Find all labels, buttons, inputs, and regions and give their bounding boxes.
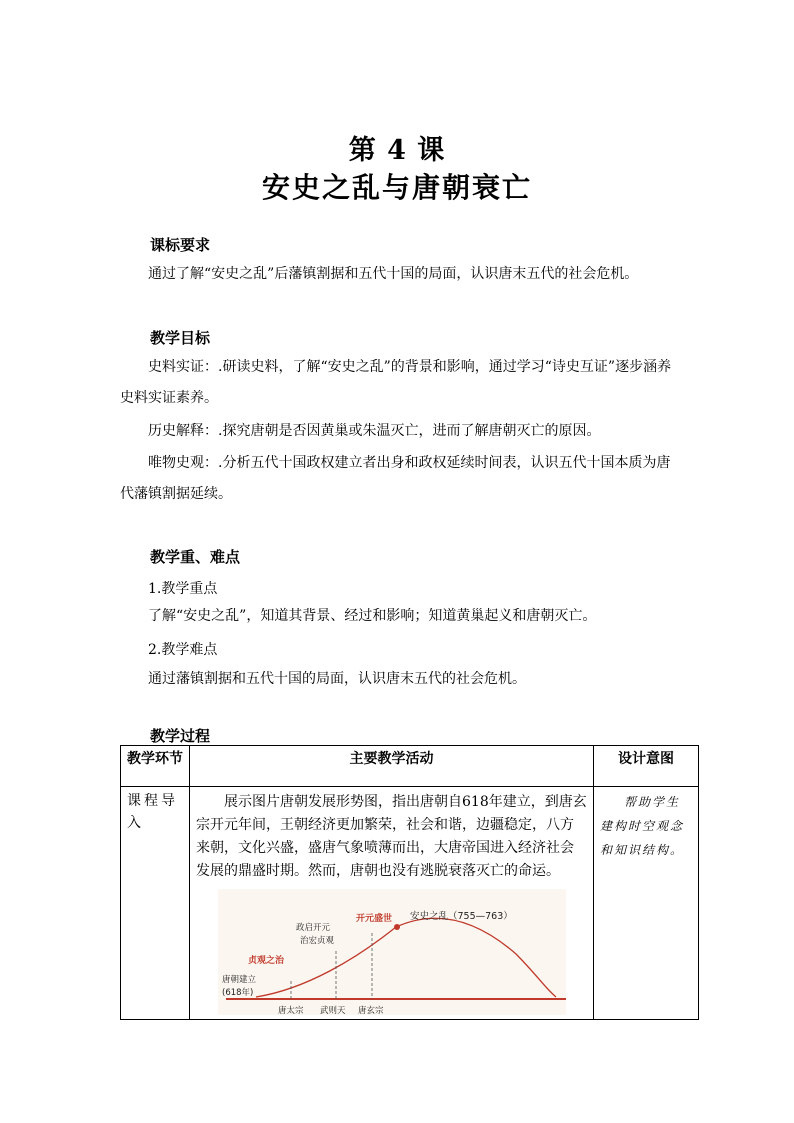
founding-year-label: (618年) (222, 988, 254, 998)
emperor-label: 唐太宗 (278, 1006, 304, 1016)
activity-cell (190, 787, 594, 1020)
emperor-label: 唐玄宗 (358, 1006, 384, 1016)
process-table (120, 745, 699, 1020)
kaiyuan-label: 开元盛世 (356, 914, 393, 924)
column-header: 教学环节 (121, 746, 190, 787)
kaiyuan-start-label: 政启开元 (296, 923, 331, 933)
stage-cell: 课程导入 (121, 787, 190, 1020)
column-header: 主要教学活动 (190, 746, 594, 787)
table-header-row (121, 746, 699, 787)
tang-development-figure (196, 889, 576, 1017)
emperor-label: 武则天 (320, 1006, 346, 1016)
curriculum-heading: 课标要求 (150, 236, 211, 254)
zhenguan-label: 贞观之治 (248, 956, 285, 966)
curriculum-text: 通过了解“安史之乱”后藩镇割据和五代十国的局面，认识唐末五代的社会危机。 (148, 266, 639, 282)
goal-item: 唯物史观：.分析五代十国政权建立者出身和政权延续时间表，认识五代十国本质为唐代藩镇割据延续。 (120, 455, 671, 502)
keypoints-heading: 教学重、难点 (150, 548, 241, 566)
lesson-number: 第 4 课 (348, 135, 446, 166)
lesson-title: 安史之乱与唐朝衰亡 (261, 171, 532, 204)
focus-label: 1.教学重点 (148, 581, 218, 597)
difficulty-label: 2.教学难点 (148, 642, 218, 658)
goal-item: 历史解释：.探究唐朝是否因黄巢或朱温灭亡，进而了解唐朝灭亡的原因。 (148, 423, 601, 439)
anshi-rebellion-point (394, 924, 400, 930)
focus-text: 了解“安史之乱”，知道其背景、经过和影响；知道黄巢起义和唐朝灭亡。 (148, 608, 597, 624)
founding-label: 唐朝建立 (222, 975, 257, 985)
intent-cell: 帮助学生建构时空观念和知识结构。 (594, 787, 699, 1020)
kaiyuan-start-label: 治宏贞观 (300, 936, 335, 946)
table-row (121, 787, 699, 1020)
activity-text: 展示图片唐朝发展形势图，指出唐朝自618年建立，到唐玄宗开元年间，王朝经济更加繁荣，社会和谐，边疆稳定，八方来朝，文化兴盛，盛唐气象喷薄而出，大唐帝国进入经济社会发展的鼎盛时期。然而，唐朝也没有逃脱衰落灭亡的命运。 (196, 794, 587, 879)
anshi-label: 安史之乱（755—763） (410, 911, 513, 922)
difficulty-text: 通过藩镇割据和五代十国的局面，认识唐末五代的社会危机。 (148, 671, 526, 687)
goal-item: 史料实证：.研读史料，了解“安史之乱”的背景和影响，通过学习“诗史互证”逐步涵养史料实证素养。 (120, 359, 672, 406)
process-heading: 教学过程 (150, 727, 211, 745)
goals-heading: 教学目标 (150, 329, 211, 347)
column-header: 设计意图 (594, 746, 699, 787)
